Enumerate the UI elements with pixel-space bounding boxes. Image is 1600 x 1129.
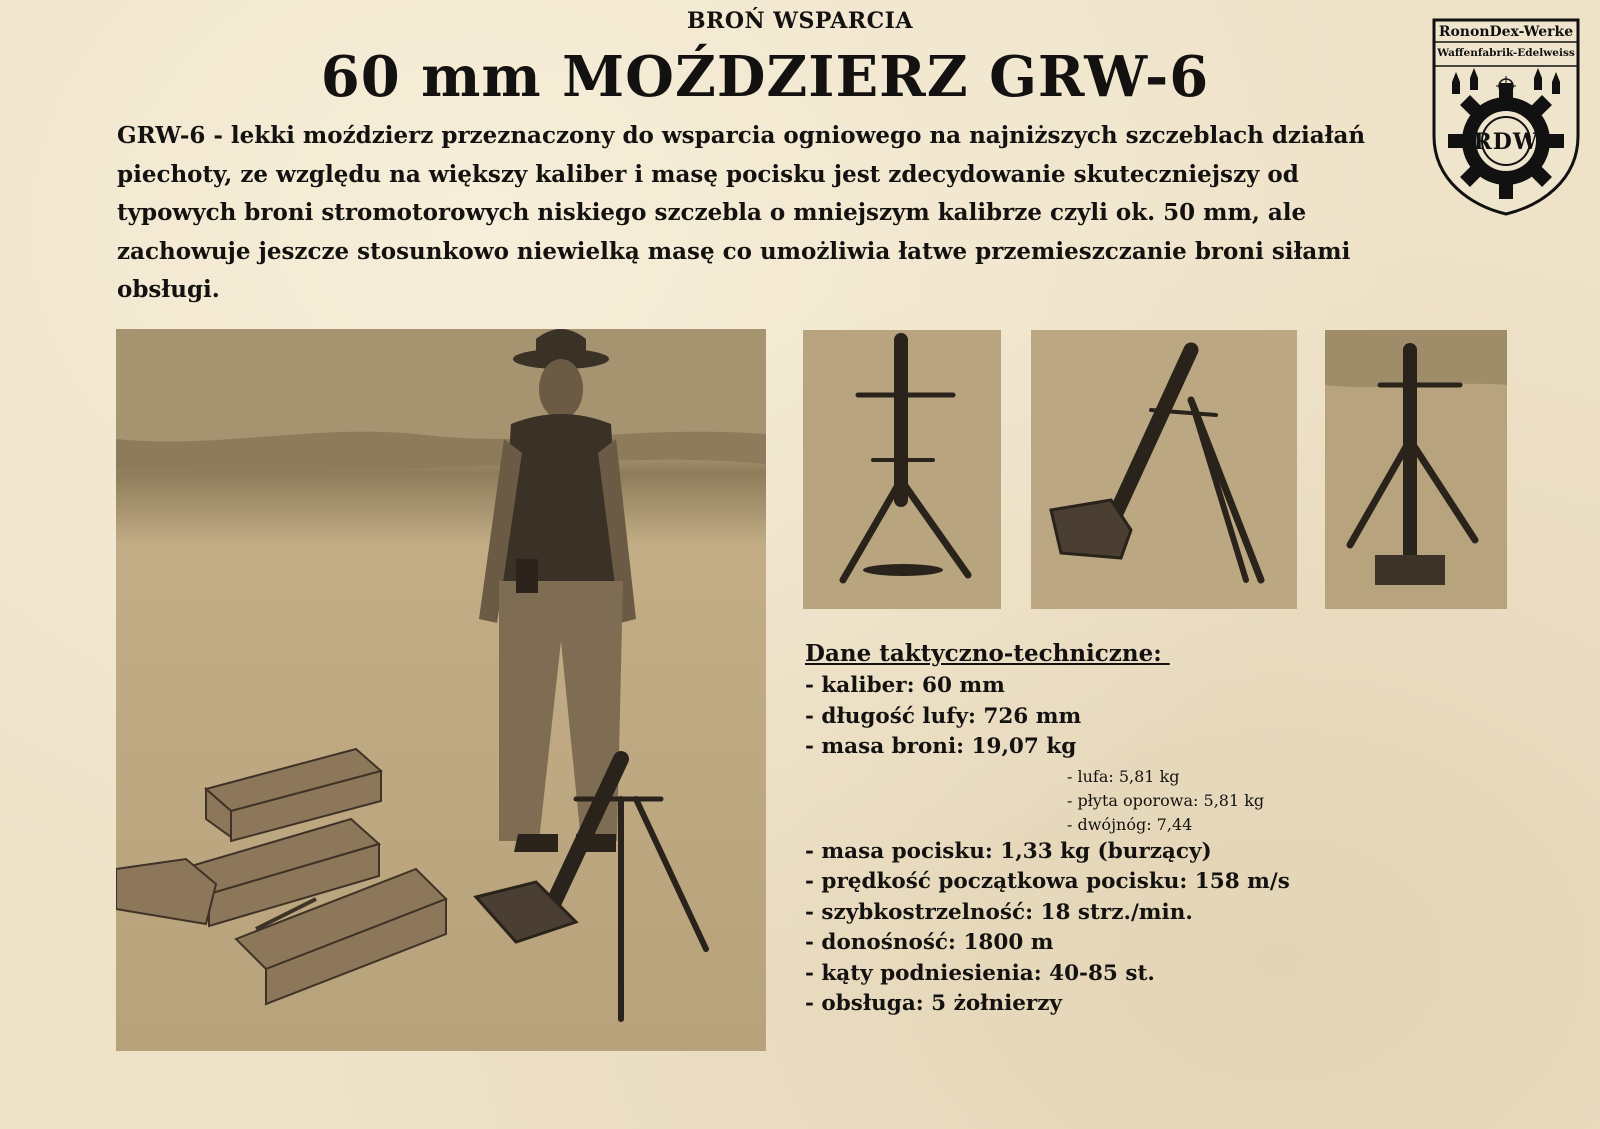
spec-sub-bipod: - dwójnóg: 7,44 xyxy=(1067,814,1193,834)
spec-caliber: - kaliber: 60 mm xyxy=(805,673,1005,698)
spec-range: - donośność: 1800 m xyxy=(805,930,1054,955)
spec-elevation: - kąty podniesienia: 40-85 st. xyxy=(805,960,1155,986)
main-photo xyxy=(116,329,766,1051)
spec-muzzle-velocity: - prędkość początkowa pocisku: 158 m/s xyxy=(805,869,1290,894)
rear-view-photo xyxy=(1325,330,1507,609)
description-paragraph: GRW-6 - lekki moździerz przeznaczony do wsparcia ogniowego na najniższych szczeblach działań piechoty, ze względu na większy kaliber i masę pocisku jest zdecydowanie skuteczniejszy od typowych broni stromotorowych niskiego szczebla o mniejszym kalibrze czyli ok. 50 mm, ale zachowuje jeszcze stosunkowo niewielką masę co umożliwia łatwe przemieszczanie broni siłami obsługi. xyxy=(117,122,1366,303)
logo-line-1: RononDex-Werke xyxy=(1438,24,1574,40)
side-view-illustration xyxy=(1031,330,1297,609)
spec-crew: - obsługa: 5 żołnierzy xyxy=(805,991,1062,1016)
page-title: 60 mm MOŹDZIERZ GRW-6 xyxy=(320,44,1210,110)
specs-heading: Dane taktyczno-techniczne: xyxy=(805,640,1170,667)
specs-block xyxy=(805,640,1525,1020)
spec-weapon-mass: - masa broni: 19,07 kg xyxy=(805,734,1077,759)
company-logo xyxy=(1430,16,1582,216)
front-view-illustration xyxy=(803,330,1001,609)
spec-sub-baseplate: - płyta oporowa: 5,81 kg xyxy=(1067,790,1265,810)
logo-monogram: RDW xyxy=(1473,129,1539,155)
logo-emblem xyxy=(1430,16,1582,216)
category-label: BROŃ WSPARCIA xyxy=(686,8,914,34)
spec-barrel-length: - długość lufy: 726 mm xyxy=(805,703,1082,729)
spec-projectile-mass: - masa pocisku: 1,33 kg (burzący) xyxy=(805,838,1212,864)
main-photo-illustration xyxy=(116,329,766,1051)
side-view-photo xyxy=(1031,330,1297,609)
spec-sub-barrel: - lufa: 5,81 kg xyxy=(1067,766,1180,786)
spec-rate-of-fire: - szybkostrzelność: 18 strz./min. xyxy=(805,899,1193,925)
logo-line-2: Waffenfabrik-Edelweiss xyxy=(1437,47,1575,59)
front-view-photo xyxy=(803,330,1001,609)
rear-view-illustration xyxy=(1325,330,1507,609)
